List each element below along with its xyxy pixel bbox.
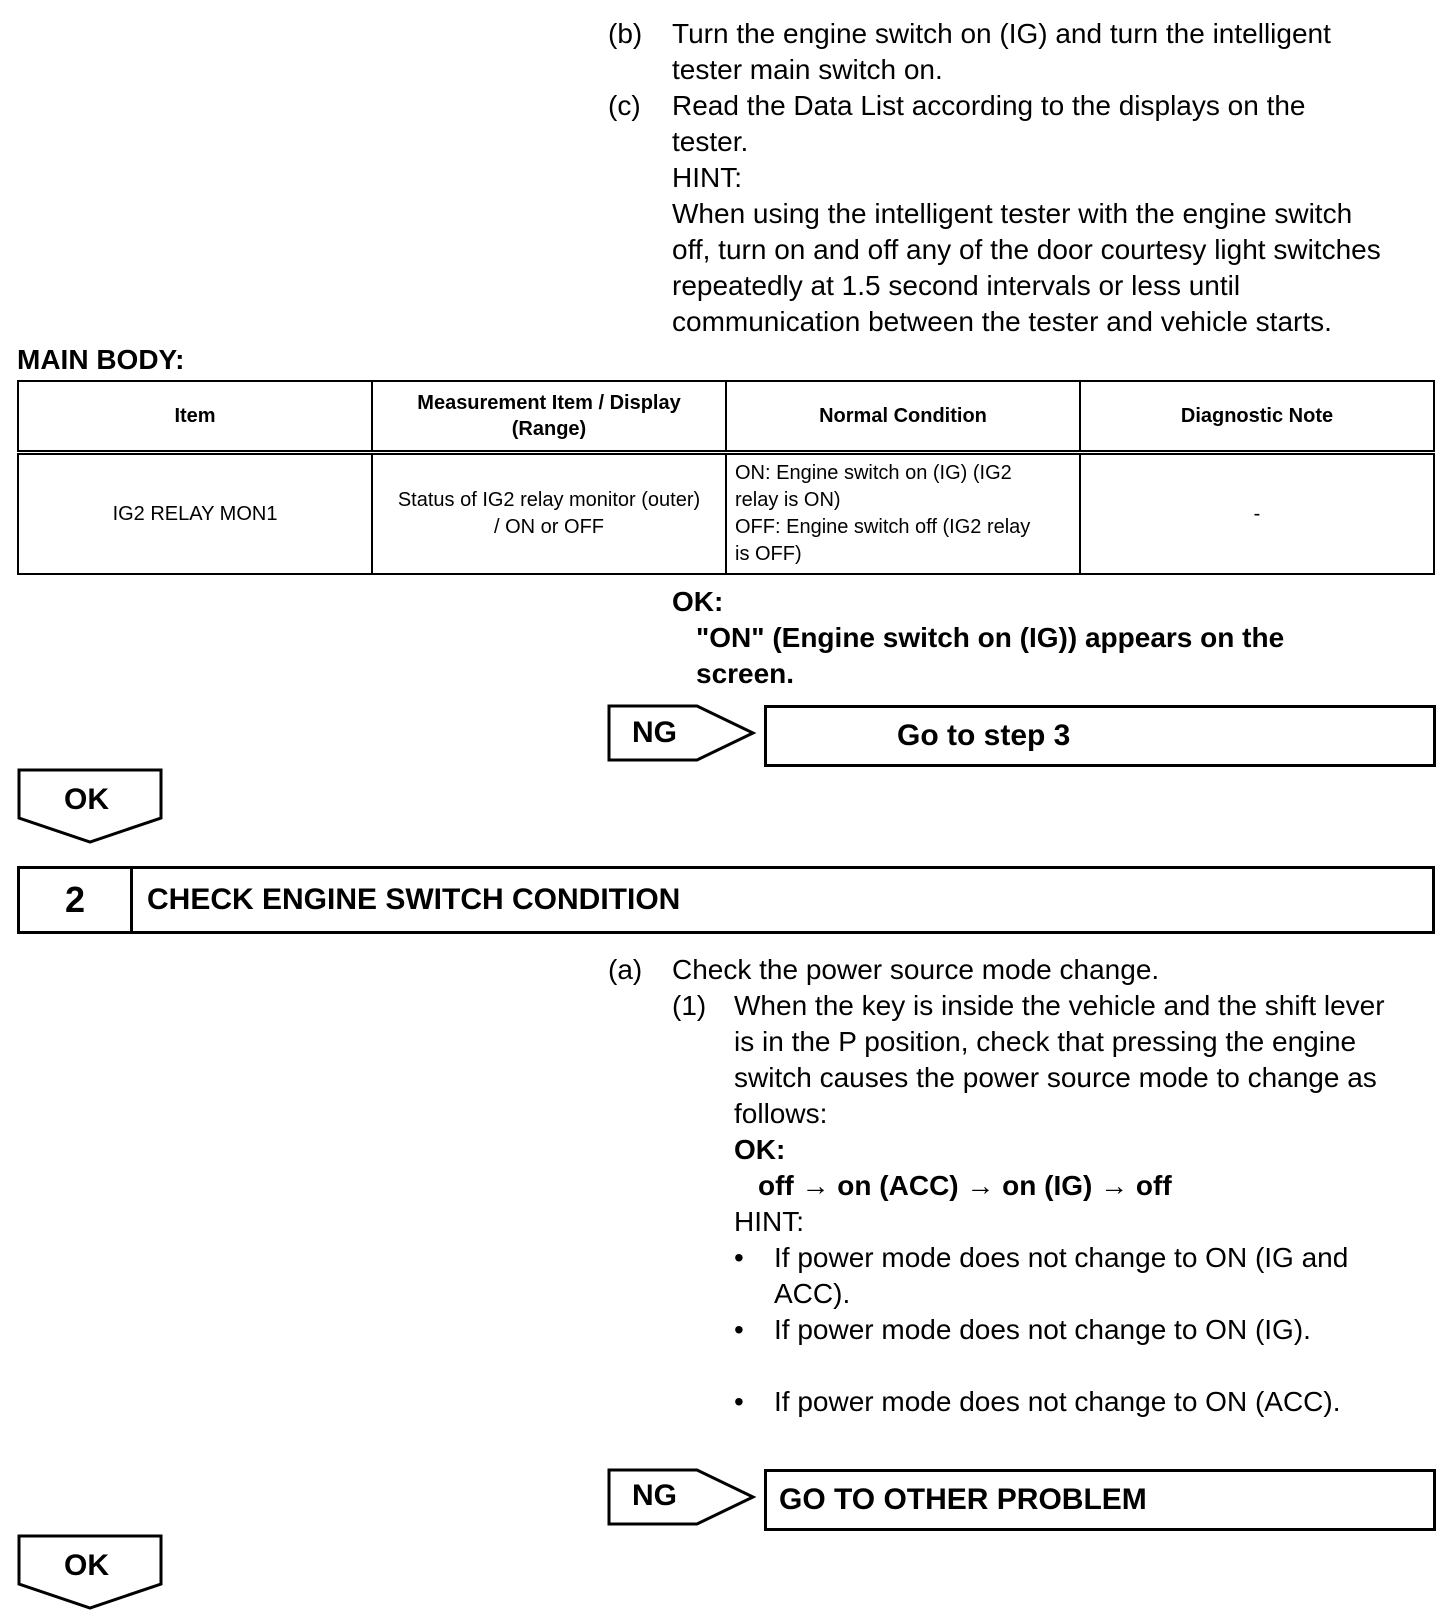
step-c-line: Read the Data List according to the displays on the [672,90,1306,121]
header-measurement-line2: (Range) [511,418,587,440]
cell-normal-line: OFF: Engine switch off (IG2 relay [735,516,1031,538]
ok-text-1 [696,620,1284,692]
step-c-line: tester. [672,126,749,157]
cell-item: IG2 RELAY MON1 [18,453,372,575]
go-to-step-3-box[interactable] [764,705,1436,767]
hint-line: repeatedly at 1.5 second intervals or less until [672,270,1241,301]
sub-1-line: switch causes the power source mode to change as [734,1062,1377,1093]
sub-1-line: When the key is inside the vehicle and the shift lever [734,990,1385,1021]
step-b-line: Turn the engine switch on (IG) and turn the intelligent [672,18,1331,49]
ok-text-line: screen. [696,658,795,689]
main-body-label: MAIN BODY: [17,344,185,375]
bullet-item [774,1384,1341,1420]
step-number: 2 [20,869,133,931]
ok-text-line: "ON" (Engine switch on (IG)) appears on the [696,622,1285,653]
hint-line: off, turn on and off any of the door courtesy light switches [672,234,1381,265]
cell-measurement-line2: / ON or OFF [494,516,604,538]
bullet-line: If power mode does not change to ON (IG). [774,1314,1311,1345]
sub-1-line: is in the P position, check that pressing the engine [734,1026,1357,1057]
step-a-marker: (a) [608,954,643,985]
step-b-marker: (b) [608,18,643,49]
go-to-other-problem-box[interactable] [764,1469,1436,1531]
hint-label: HINT: [672,162,742,193]
step-c-marker: (c) [608,90,641,121]
step-2-header [17,866,1435,934]
ng-arrow-2 [607,1468,757,1526]
bullet-item [774,1312,1311,1348]
sub-1-text [734,988,1385,1240]
step-title: CHECK ENGINE SWITCH CONDITION [147,883,681,916]
ok-arrow-label-2: OK [64,1549,109,1582]
sub-1-marker: (1) [672,990,707,1021]
ng-label-2: NG [632,1479,677,1512]
ok-arrow-label-1: OK [64,783,109,816]
cell-measurement [372,453,726,575]
bullet-line: ACC). [774,1278,851,1309]
header-measurement-line1: Measurement Item / Display [417,392,681,414]
step-b-text [672,16,1331,88]
bullet-line: If power mode does not change to ON (IG and [774,1242,1349,1273]
table-header-row [18,381,1434,453]
bullet-icon: • [734,1314,744,1345]
table-row [18,453,1434,575]
power-sequence: off → on (ACC) → on (IG) → off [758,1170,1172,1201]
go-to-step-3-text: Go to step 3 [897,719,1071,752]
ng-arrow-1 [607,704,757,762]
ok-label-1: OK: [672,586,724,617]
data-list-table [17,380,1435,575]
bullet-icon: • [734,1242,744,1273]
cell-normal-line: ON: Engine switch on (IG) (IG2 [735,462,1012,484]
cell-normal-line: is OFF) [735,543,802,565]
bullet-icon: • [734,1386,744,1417]
hint-line: When using the intelligent tester with the engine switch [672,198,1353,229]
sub-1-line: follows: [734,1098,828,1129]
hint-line: communication between the tester and vehicle starts. [672,306,1332,337]
step-a-text: Check the power source mode change. [672,954,1160,985]
ok-label-2: OK: [734,1134,786,1165]
cell-note: - [1080,453,1434,575]
bullet-line: If power mode does not change to ON (ACC). [774,1386,1341,1417]
go-to-other-problem-text: GO TO OTHER PROBLEM [779,1483,1147,1516]
bullet-item [774,1240,1348,1312]
header-measurement [372,381,726,453]
cell-normal [726,453,1080,575]
cell-measurement-line1: Status of IG2 relay monitor (outer) [397,489,701,511]
header-normal: Normal Condition [726,381,1080,453]
header-item: Item [18,381,372,453]
hint-label-2: HINT: [734,1206,804,1237]
step-b-line: tester main switch on. [672,54,943,85]
step-c-text [672,88,1381,340]
header-note: Diagnostic Note [1080,381,1434,453]
cell-normal-line: relay is ON) [735,489,841,511]
ng-label-1: NG [632,716,677,749]
